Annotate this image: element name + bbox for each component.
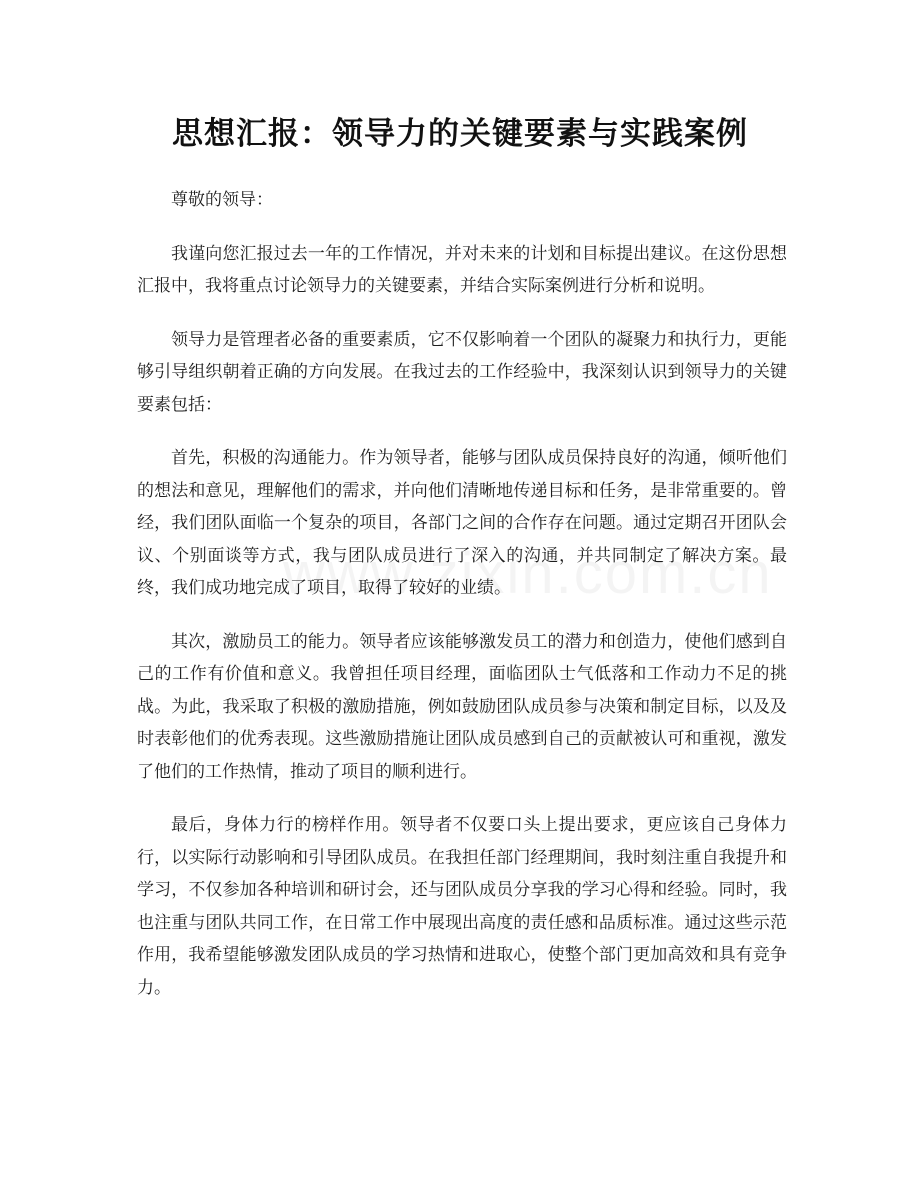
document-title: 思想汇报：领导力的关键要素与实践案例 bbox=[172, 116, 748, 152]
document-body bbox=[137, 184, 787, 1025]
paragraph-motivation: 其次，激励员工的能力。领导者应该能够激发员工的潜力和创造力，使他们感到自己的工作有价值和意义。我曾担任项目经理，面临团队士气低落和工作动力不足的挑战。为此，我采取了积极的激励措施，例如鼓励团队成员参与决策和制定目标，以及及时表彰他们的优秀表现。这些激励措施让团队成员感到自己的贡献被认可和重视，激发了他们的工作热情，推动了项目的顺利进行。 bbox=[137, 631, 787, 782]
paragraph-role-model: 最后，身体力行的榜样作用。领导者不仅要口头上提出要求，更应该自己身体力行，以实际行动影响和引导团队成员。在我担任部门经理期间，我时刻注重自我提升和学习，不仅参加各种培训和研讨会，还与团队成员分享我的学习心得和经验。同时，我也注重与团队共同工作，在日常工作中展现出高度的责任感和品质标准。通过这些示范作用，我希望能够激发团队成员的学习热情和进取心，使整个部门更加高效和具有竞争力。 bbox=[137, 815, 787, 998]
salutation: 尊敬的领导： bbox=[171, 190, 273, 210]
paragraph-communication: 首先，积极的沟通能力。作为领导者，能够与团队成员保持良好的沟通，倾听他们的想法和意见，理解他们的需求，并向他们清晰地传递目标和任务，是非常重要的。曾经，我们团队面临一个复杂的项目，各部门之间的合作存在问题。通过定期召开团队会议、个别面谈等方式，我与团队成员进行了深入的沟通，并共同制定了解决方案。最终，我们成功地完成了项目，取得了较好的业绩。 bbox=[137, 448, 787, 598]
paragraph-leadership-definition: 领导力是管理者必备的重要素质，它不仅影响着一个团队的凝聚力和执行力，更能够引导组织朝着正确的方向发展。在我过去的工作经验中，我深刻认识到领导力的关键要素包括： bbox=[137, 329, 787, 415]
paragraph-intro: 我谨向您汇报过去一年的工作情况，并对未来的计划和目标提出建议。在这份思想汇报中，我将重点讨论领导力的关键要素，并结合实际案例进行分析和说明。 bbox=[137, 243, 787, 296]
